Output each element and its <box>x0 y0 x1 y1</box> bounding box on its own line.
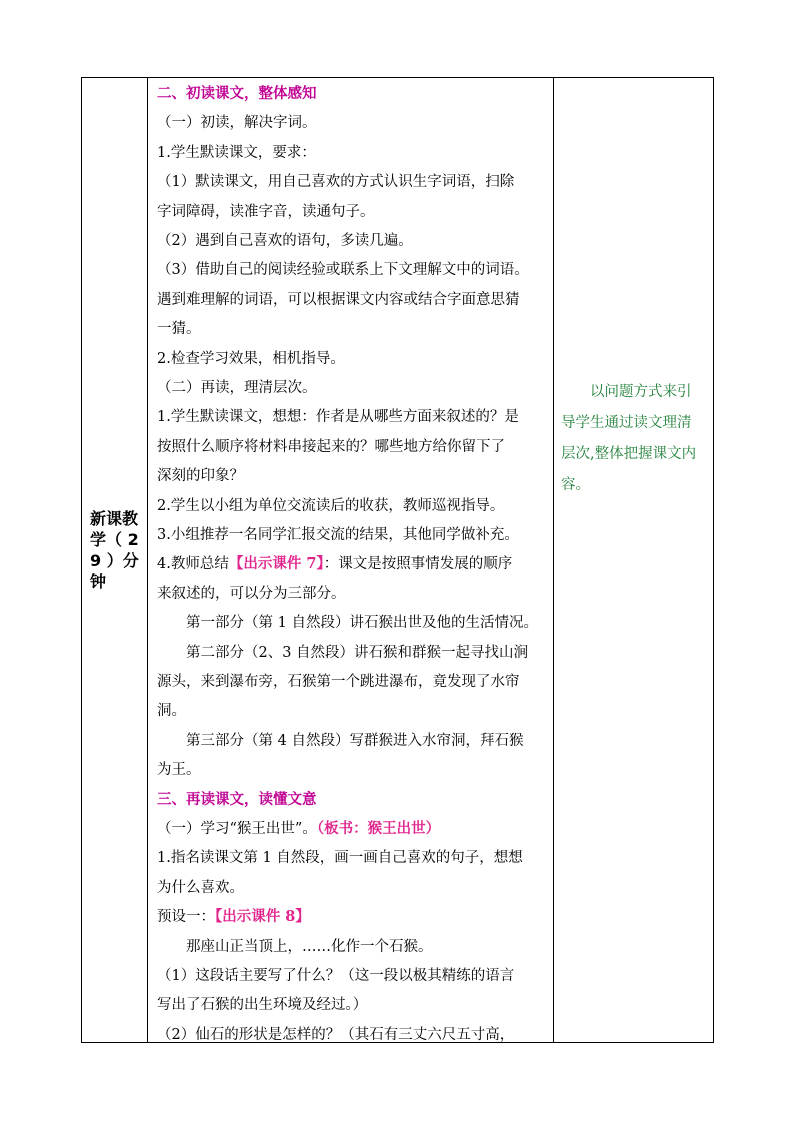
line-text: 第二部分（2、3 自然段）讲石猴和群猴一起寻找山涧 <box>157 644 529 661</box>
line-text: 那座山正当顶上，……化作一个石猴。 <box>157 938 433 955</box>
line-text: 来叙述的，可以分为三部分。 <box>157 585 346 602</box>
content-line <box>157 701 186 721</box>
line-text: 洞。 <box>157 703 186 720</box>
content-line <box>157 878 244 898</box>
content-line <box>157 995 367 1015</box>
note-line: 容。 <box>561 477 590 493</box>
design-intent-note <box>561 377 709 501</box>
section-heading <box>157 790 317 810</box>
content-line <box>157 907 310 927</box>
content-line <box>157 554 512 574</box>
content-line <box>157 349 345 369</box>
content-line <box>157 672 520 692</box>
content-line <box>157 143 316 163</box>
content-line <box>157 202 375 222</box>
line-text: 写出了石猴的出生环境及经过。） <box>157 997 368 1014</box>
line-text: ：课文是按照事情发展的顺序 <box>323 556 513 573</box>
line-text: 按照什么顺序将材料串接起来的？哪些地方给你留下了 <box>157 438 505 455</box>
line-text: （二）再读，理清层次。 <box>157 380 317 396</box>
line-text: 遇到难理解的词语，可以根据课文内容或结合字面意思猜 <box>157 291 520 308</box>
stage-cell <box>82 78 147 1042</box>
line-text: 第一部分（第 1 自然段）讲石猴出世及他的生活情况。 <box>157 615 538 632</box>
line-text: （一）初读，解决字词。 <box>157 115 317 132</box>
line-text: 2.学生以小组为单位交流读后的收获，教师巡视指导。 <box>157 497 505 514</box>
content-line <box>157 966 514 986</box>
content-line <box>157 937 433 957</box>
content-line <box>157 819 440 839</box>
line-text: 二、初读课文，整体感知 <box>157 86 317 102</box>
line-text: （3）借助自己的阅读经验或联系上下文理解文中的词语。 <box>157 262 529 279</box>
line-text: 源头，来到瀑布旁，石猴第一个跳进瀑布，竟发现了水帘 <box>157 674 520 690</box>
line-text: 预设一： <box>157 909 215 926</box>
content-line <box>157 407 519 427</box>
line-text: 一猜。 <box>157 321 201 338</box>
content-line <box>157 643 528 663</box>
line-text: 三、再读课文，读懂文意 <box>157 791 317 808</box>
content-line <box>157 496 504 516</box>
content-line <box>157 113 317 133</box>
content-line <box>157 760 201 780</box>
line-text: 第三部分（第 4 自然段）写群猴进入水帘洞，拜石猴 <box>157 732 524 749</box>
content-line <box>157 290 520 310</box>
content-line <box>157 231 413 251</box>
lesson-plan-table <box>81 77 714 1043</box>
content-line <box>157 848 523 868</box>
content-line <box>157 172 514 192</box>
note-line: 以问题方式来引 <box>561 384 692 400</box>
highlight-text: 【出示课件 8】 <box>215 908 310 926</box>
teaching-content-cell <box>149 78 554 1042</box>
highlight-text: 【出示课件 7】 <box>228 555 324 573</box>
line-text: 1.指名读课文第 1 自然段，画一画自己喜欢的句子，想想 <box>157 850 523 867</box>
line-text: 1.学生默读课文，要求： <box>157 144 316 161</box>
line-text: 为什么喜欢。 <box>157 879 244 896</box>
content-line <box>157 1025 514 1042</box>
content-line <box>157 260 529 280</box>
content-line <box>157 731 523 751</box>
line-text: 4.教师总结 <box>157 556 229 573</box>
line-text: 为王。 <box>157 762 201 779</box>
line-text: 2.检查学习效果，相机指导。 <box>157 350 345 367</box>
content-line <box>157 378 317 398</box>
content-line <box>157 319 201 339</box>
column-divider <box>147 78 148 1042</box>
design-intent-cell <box>555 78 713 1042</box>
line-text: 1.学生默读课文，想想：作者是从哪些方面来叙述的？是 <box>157 409 519 426</box>
line-text: 深刻的印象？ <box>157 468 244 485</box>
line-text: 字词障碍，读准字音，读通句子。 <box>157 203 375 220</box>
content-line <box>157 584 346 604</box>
content-line <box>157 466 244 486</box>
line-text: （一）学习“猴王出世”。 <box>157 821 317 837</box>
content-line <box>157 613 538 633</box>
section-heading <box>157 84 317 104</box>
line-text: （1）这段话主要写了什么？（这一段以极其精练的语言 <box>157 968 515 984</box>
stage-label: 新课教学（ 29 ）分钟 <box>90 509 139 591</box>
content-line <box>157 437 505 457</box>
note-line: 导学生通过读文理清 <box>561 415 692 431</box>
content-line <box>157 525 519 545</box>
line-text: （2）仙石的形状是怎样的？（其石有三丈六尺五寸高， <box>157 1026 515 1042</box>
line-text: 3.小组推荐一名同学汇报交流的结果，其他同学做补充。 <box>157 527 519 543</box>
line-text: （1）默读课文，用自己喜欢的方式认识生字词语，扫除 <box>157 174 515 191</box>
line-text: （2）遇到自己喜欢的语句，多读几遍。 <box>157 233 413 249</box>
note-line: 层次,整体把握课文内 <box>561 446 697 462</box>
highlight-text: （板书：猴王出世） <box>316 820 441 837</box>
